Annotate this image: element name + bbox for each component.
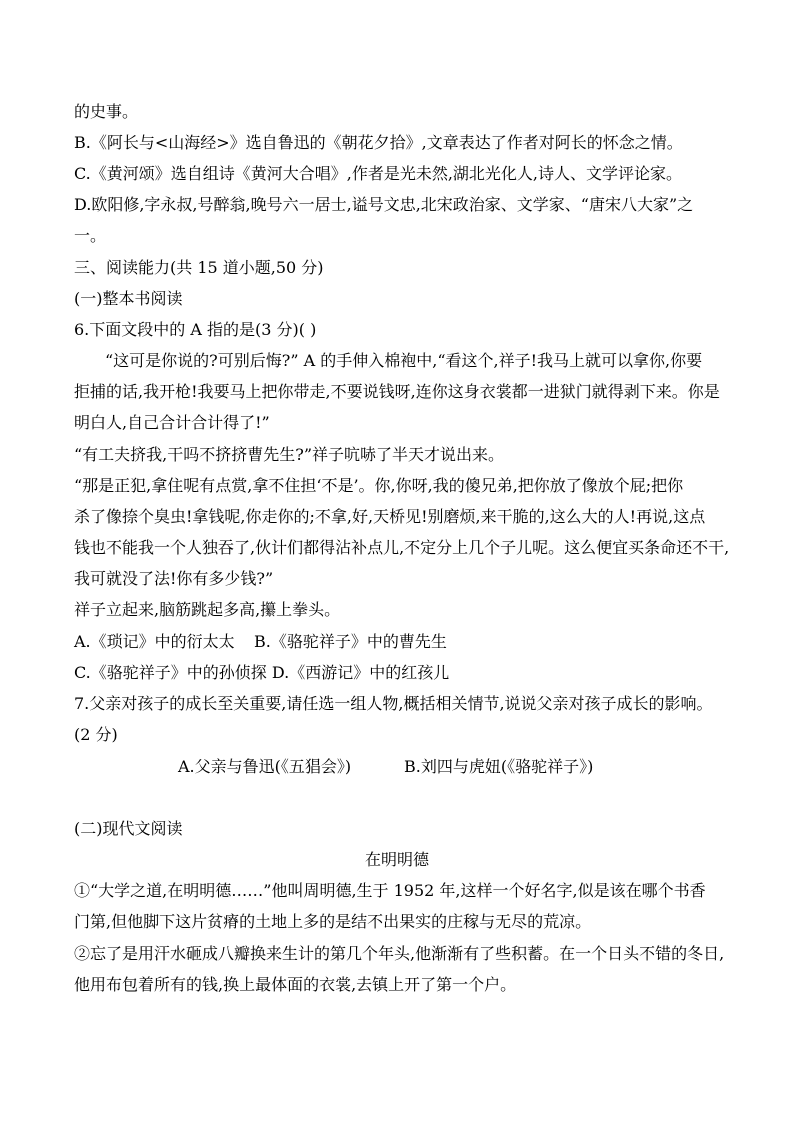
question-7: 7.父亲对孩子的成长至关重要,请任选一组人物,概括相关情节,说说父亲对孩子成长的影响。 xyxy=(74,694,713,713)
option-a: A.《琐记》中的衍太太 xyxy=(74,632,235,651)
article-paragraph: ②忘了是用汗水砸成八瓣换来生计的第几个年头,他渐渐有了些积蓄。在一个日头不错的冬日, xyxy=(74,944,725,963)
question-7-score: (2 分) xyxy=(74,725,118,744)
text-line: 一。 xyxy=(74,226,107,245)
pair-option-a: A.父亲与鲁迅(《五猖会》) xyxy=(178,757,352,776)
passage-line: 我可就没了法!你有多少钱?” xyxy=(74,569,274,588)
article-paragraph: 门第,但他脚下这片贫瘠的土地上多的是结不出果实的庄稼与无尽的荒凉。 xyxy=(74,912,592,931)
passage-line: “那是正犯,拿住呢有点赏,拿不住担‘不是’。你,你呀,我的傻兄弟,把你放了像放个屁;把你 xyxy=(74,476,684,495)
passage-line: “有工夫挤我,干吗不挤挤曹先生?”祥子吭哧了半天才说出来。 xyxy=(74,445,505,464)
subsection-heading: (二)现代文阅读 xyxy=(74,819,183,838)
options-cd: C.《骆驼祥子》中的孙侦探 D.《西游记》中的红孩儿 xyxy=(74,663,450,682)
section-heading: 三、阅读能力(共 15 道小题,50 分) xyxy=(74,258,324,277)
article-title: 在明明德 xyxy=(364,850,429,869)
option-b-line: B.《阿长与<山海经>》选自鲁迅的《朝花夕拾》,文章表达了作者对阿长的怀念之情。 xyxy=(74,133,683,152)
passage-line: 祥子立起来,脑筋跳起多高,攥上拳头。 xyxy=(74,600,341,619)
passage-line: 杀了像捺个臭虫!拿钱呢,你走你的;不拿,好,天桥见!别磨烦,来干脆的,这么大的人!再说,这点 xyxy=(74,507,706,526)
pair-option-b: B.刘四与虎妞(《骆驼祥子》) xyxy=(404,757,594,776)
option-d-line: D.欧阳修,字永叔,号醉翁,晚号六一居士,谥号文忠,北宋政治家、文学家、“唐宋八大家”之 xyxy=(74,195,694,214)
subsection-heading: (一)整本书阅读 xyxy=(74,289,183,308)
passage-line: “这可是你说的?可别后悔?” A 的手伸入棉袍中,“看这个,祥子!我马上就可以拿你,你要 xyxy=(105,351,703,370)
passage-line: 钱也不能我一个人独吞了,伙计们都得沾补点儿,不定分上几个子儿呢。这么便宜买条命还不干, xyxy=(74,538,730,557)
option-b: B.《骆驼祥子》中的曹先生 xyxy=(254,632,447,651)
article-paragraph: ①“大学之道,在明明德……”他叫周明德,生于 1952 年,这样一个好名字,似是该在哪个书香 xyxy=(74,881,706,900)
option-c-line: C.《黄河颂》选自组诗《黄河大合唱》,作者是光未然,湖北光化人,诗人、文学评论家。 xyxy=(74,164,683,183)
text-line: 的史事。 xyxy=(74,102,139,121)
article-paragraph: 他用布包着所有的钱,换上最体面的衣裳,去镇上开了第一个户。 xyxy=(74,975,517,994)
passage-line: 拒捕的话,我开枪!我要马上把你带走,不要说钱呀,连你这身衣裳都一进狱门就得剥下来。你是 xyxy=(74,382,720,401)
question-6: 6.下面文段中的 A 指的是(3 分)( ) xyxy=(74,320,317,339)
passage-line: 明白人,自己合计合计得了!” xyxy=(74,413,270,432)
